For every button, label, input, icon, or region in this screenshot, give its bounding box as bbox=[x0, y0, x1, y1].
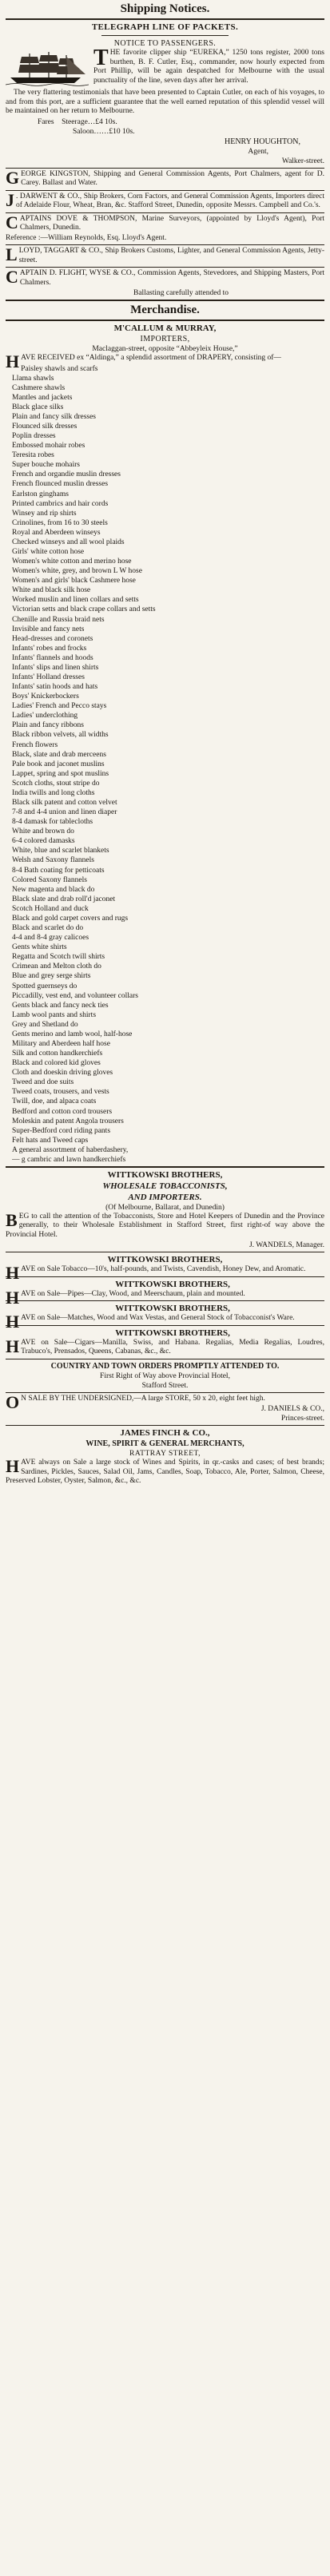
list-item: Infants' flannels and hoods bbox=[12, 653, 93, 662]
darwent-ad bbox=[6, 189, 324, 211]
list-item: Tweed and doe suits bbox=[12, 1078, 74, 1087]
list-item: Cloth and doeskin driving gloves bbox=[12, 1069, 113, 1078]
list-item: Ladies' French and Pecco stays bbox=[12, 702, 107, 711]
wittkowski-subtitle: WHOLESALE TOBACCONISTS, bbox=[102, 1181, 228, 1191]
list-item: Silk and cotton handkerchiefs bbox=[12, 1050, 103, 1058]
list-item: Tweed coats, trousers, and vests bbox=[12, 1088, 109, 1097]
wittkowski-cigars-ad bbox=[6, 1328, 324, 1357]
flight-ad bbox=[6, 269, 324, 298]
list-item: Mantles and jackets bbox=[12, 393, 73, 402]
list-item: Twill, doe, and alpaca coats bbox=[12, 1097, 97, 1106]
list-item: Black glace silks bbox=[12, 403, 64, 411]
list-item: Checked winseys and all wool plaids bbox=[12, 538, 125, 546]
wittkowski-pipes-ad bbox=[6, 1279, 324, 1308]
mccallum-item-list bbox=[6, 364, 324, 1165]
wittkowski-tobacco-title: WITTKOWSKI BROTHERS, bbox=[107, 1255, 223, 1265]
list-item: Welsh and Saxony flannels bbox=[12, 856, 94, 865]
list-item: Gents white shirts bbox=[12, 943, 67, 952]
divider bbox=[6, 1425, 324, 1426]
daniels-body: N SALE BY THE UNDERSIGNED,—A large STORE, 50 x 20, eight feet high. bbox=[21, 1394, 265, 1403]
list-item: Teresita robes bbox=[12, 451, 54, 460]
daniels-name: J. DANIELS & CO., bbox=[260, 1405, 324, 1414]
finch-ad bbox=[6, 1427, 324, 1486]
list-item: Poplin dresses bbox=[12, 432, 56, 441]
telegraph-body: HE favorite clipper ship “EUREKA,” 1250 tons register, 2000 tons burthen, B. F. Cutler, Esq., commander, now hourly expected from Port Phillip, will be again despatched for Melbourne with the usual punctuality of the line, seven days after her arrival. bbox=[93, 49, 324, 85]
list-item: Crimean and Melton cloth do bbox=[12, 963, 101, 971]
list-item: Super-Bedford cord riding pants bbox=[12, 1126, 111, 1135]
wittkowski-matches-title: WITTKOWSKI BROTHERS, bbox=[115, 1304, 230, 1314]
divider bbox=[101, 35, 229, 36]
divider bbox=[6, 300, 324, 301]
fare-steerage: Steerage…£4 10s. bbox=[62, 117, 117, 126]
drop-cap: O bbox=[6, 1391, 20, 1412]
list-item: Black and scarlet do do bbox=[12, 924, 84, 933]
list-item: Chenille and Russia braid nets bbox=[12, 615, 105, 624]
list-item: Black slate and drab roll'd jaconet bbox=[12, 895, 116, 903]
list-item: Winsey and rip shirts bbox=[12, 509, 77, 518]
list-item: Infants' slips and linen shirts bbox=[12, 663, 99, 672]
list-item: Lamb wool pants and shirts bbox=[12, 1010, 97, 1019]
wittkowski-tobacco-body: AVE on Sale Tobacco—10's, half-pounds, and Twists, Cavendish, Honey Dew, and Aromatic. bbox=[21, 1265, 306, 1274]
country-orders-title: COUNTRY AND TOWN ORDERS PROMPTLY ATTENDED TO. bbox=[50, 1361, 280, 1371]
list-item: Super bouche mohairs bbox=[12, 461, 80, 470]
dove-ad bbox=[6, 212, 324, 244]
list-item: White and black silk hose bbox=[12, 586, 91, 595]
wittkowski-matches-body: AVE on Sale—Matches, Wood and Wax Vestas, and General Stock of Tobacconist's Ware. bbox=[21, 1314, 295, 1323]
list-item: Pale book and jaconet muslins bbox=[12, 760, 105, 768]
list-item: 4-4 and 8-4 gray calicoes bbox=[12, 934, 89, 943]
mccallum-address: Maclaggan-street, opposite “Abbeyleix House,” bbox=[92, 345, 238, 353]
finch-body: AVE always on Sale a large stock of Wines and Spirits, in qr.-casks and cases; of best brands; Sardines, Pickles, Sauces, Salad Oil, Jams, Candles, Soap, Tobacco, Ale, Porter, Salmon, Cheese, Preserved Lobster, Oyster, Salmon, &c., &c. bbox=[6, 1459, 324, 1486]
divider bbox=[6, 267, 324, 268]
lloyd-ad bbox=[6, 244, 324, 265]
list-item: Head-dresses and coronets bbox=[12, 634, 93, 643]
list-item: Black and colored kid gloves bbox=[12, 1059, 101, 1068]
list-item: Felt hats and Tweed caps bbox=[12, 1136, 89, 1145]
flight-note: Ballasting carefully attended to bbox=[133, 289, 229, 297]
kingston-body: EORGE KINGSTON, Shipping and General Commission Agents, Port Chalmers, agent for D. Carey. Ballast and Water. bbox=[21, 169, 324, 187]
list-item: Gents black and fancy neck ties bbox=[12, 1001, 109, 1010]
list-item: New magenta and black do bbox=[12, 885, 95, 894]
list-item: Crinolines, from 16 to 30 steels bbox=[12, 518, 108, 527]
divider bbox=[6, 1300, 324, 1301]
divider bbox=[6, 244, 324, 245]
list-item: Earlston ginghams bbox=[12, 490, 69, 498]
list-item: Ladies' underclothing bbox=[12, 712, 78, 720]
list-item: Bedford and cotton cord trousers bbox=[12, 1107, 113, 1116]
list-item: Grey and Shetland do bbox=[12, 1020, 78, 1029]
list-item: 8-4 Bath coating for petticoats bbox=[12, 866, 105, 875]
list-item: White and brown do bbox=[12, 828, 74, 836]
dove-reference: Reference :—William Reynolds, Esq. Lloyd's Agent. bbox=[6, 233, 167, 242]
wittkowski-body: EG to call the attention of the Tobacconists, Store and Hotel Keepers of Dunedin and the Province generally, to their Wholesale Establishment in Stafford Street, first right-of way above the Provincial Hotel. bbox=[6, 1212, 324, 1239]
divider bbox=[6, 190, 324, 191]
country-orders-ad bbox=[6, 1361, 324, 1391]
list-item: French flounced muslin dresses bbox=[12, 480, 109, 489]
list-item: Black ribbon velvets, all widths bbox=[12, 731, 109, 740]
wittkowski-places: (Of Melbourne, Ballarat, and Dunedin) bbox=[105, 1203, 225, 1212]
list-item: Cashmere shawls bbox=[12, 383, 66, 392]
drop-cap: H bbox=[6, 1456, 20, 1477]
list-item: Plain and fancy silk dresses bbox=[12, 412, 97, 421]
wittkowski-cigars-title: WITTKOWSKI BROTHERS, bbox=[115, 1328, 230, 1338]
list-item: Scotch cloths, stout stripe do bbox=[12, 779, 100, 788]
divider bbox=[6, 1166, 324, 1168]
drop-cap: J bbox=[6, 189, 14, 210]
list-item: India twills and long cloths bbox=[12, 788, 95, 797]
country-orders-street: Stafford Street. bbox=[141, 1381, 189, 1390]
list-item: Royal and Aberdeen winseys bbox=[12, 528, 101, 537]
telegraph-title: TELEGRAPH LINE OF PACKETS. bbox=[91, 22, 239, 32]
list-item: Colored Saxony flannels bbox=[12, 875, 87, 884]
list-item: Scotch Holland and duck bbox=[12, 904, 89, 913]
mccallum-ad bbox=[6, 323, 324, 1165]
list-item: Lappet, spring and spot muslins bbox=[12, 769, 109, 778]
finch-street: RATTRAY STREET, bbox=[129, 1450, 201, 1459]
list-item: Women's white, grey, and brown L W hose bbox=[12, 567, 142, 576]
list-item: Blue and grey serge shirts bbox=[12, 972, 91, 981]
dove-body: APTAINS DOVE & THOMPSON, Marine Surveyors, (appointed by Lloyd's Agent), Port Chalmers, Dunedin. bbox=[19, 214, 324, 232]
merchandise-section-heading: Merchandise. bbox=[130, 304, 200, 316]
list-item: Black and gold carpet covers and rugs bbox=[12, 914, 129, 923]
divider bbox=[6, 320, 324, 321]
list-item: Llama shawls bbox=[12, 374, 54, 383]
drop-cap: H bbox=[6, 1263, 20, 1284]
divider bbox=[6, 1392, 324, 1393]
drop-cap: H bbox=[6, 1312, 20, 1332]
kingston-ad bbox=[6, 167, 324, 189]
drop-cap: G bbox=[6, 167, 20, 188]
list-item: Infants' Holland dresses bbox=[12, 673, 85, 681]
drop-cap: T bbox=[93, 49, 109, 70]
drop-cap: C bbox=[6, 267, 18, 287]
list-item: — g cambric and lawn handkerchiefs bbox=[12, 1155, 126, 1164]
darwent-body: . DARWENT & CO., Ship Brokers, Corn Factors, and General Commission Agents, Importers direct of Adelaide Flour, Wheat, Bran, &c. Stafford Street, Dunedin, opposite Messrs. Campbell and Co.'s. bbox=[16, 192, 324, 209]
finch-title: JAMES FINCH & CO., bbox=[120, 1428, 210, 1439]
agent-name: HENRY HOUGHTON, bbox=[225, 137, 300, 146]
list-item: French flowers bbox=[12, 740, 58, 749]
agent-role: Agent, bbox=[248, 147, 268, 156]
list-item: White, blue and scarlet blankets bbox=[12, 847, 109, 855]
list-item: Military and Aberdeen half hose bbox=[12, 1039, 110, 1048]
mccallum-subtitle: IMPORTERS, bbox=[140, 335, 190, 343]
divider bbox=[6, 18, 324, 20]
list-item: Infants' satin hoods and hats bbox=[12, 683, 98, 692]
daniels-street: Princes-street. bbox=[280, 1415, 324, 1423]
list-item: Girls' white cotton hose bbox=[12, 547, 85, 556]
list-item: Boys' Knickerbockers bbox=[12, 693, 79, 701]
daniels-ad bbox=[6, 1391, 324, 1424]
list-item: Victorian setts and black crape collars and setts bbox=[12, 605, 156, 614]
list-item: 6-4 colored damasks bbox=[12, 837, 75, 846]
wittkowski-pipes-title: WITTKOWSKI BROTHERS, bbox=[115, 1279, 230, 1289]
fares-label: Fares bbox=[38, 117, 54, 126]
list-item: Embossed mohair robes bbox=[12, 442, 85, 451]
wittkowski-pipes-body: AVE on Sale—Pipes—Clay, Wood, and Meerschaum, plain and mounted. bbox=[21, 1289, 245, 1298]
list-item: Flounced silk dresses bbox=[12, 422, 78, 431]
wittkowski-title: WITTKOWSKI BROTHERS, bbox=[107, 1169, 223, 1180]
shipping-section-heading: Shipping Notices. bbox=[120, 2, 210, 15]
list-item: Paisley shawls and scarfs bbox=[21, 364, 98, 373]
telegraph-body-2: The very flattering testimonials that have been presented to Captain Cutler, on each of his voyages, to and from this port, are a sufficient guarantee that the well earned reputation of this splendid vessel will be maintained on her return to Melbourne. bbox=[6, 89, 324, 115]
drop-cap: H bbox=[6, 351, 20, 371]
country-orders-line: First Right of Way above Provincial Hotel, bbox=[100, 1371, 230, 1380]
list-item: Black silk patent and cotton velvet bbox=[12, 799, 117, 808]
list-item: Regatta and Scotch twill shirts bbox=[12, 953, 105, 962]
telegraph-subtitle: NOTICE TO PASSENGERS. bbox=[113, 39, 217, 48]
wittkowski-tobacco-ad bbox=[6, 1254, 324, 1284]
drop-cap: L bbox=[6, 244, 18, 264]
divider bbox=[6, 212, 324, 213]
wittkowski-manager: J. WANDELS, Manager. bbox=[248, 1241, 324, 1250]
mccallum-lead: AVE RECEIVED ex “Aldinga,” a splendid assortment of DRAPERY, consisting of— bbox=[21, 354, 281, 362]
telegraph-ad bbox=[6, 22, 324, 166]
divider bbox=[6, 1276, 324, 1277]
wittkowski-cigars-body: AVE on Sale—Cigars—Manilla, Swiss, and Habana. Regalias, Media Regalias, Loudres, Trabuco's, Prensados, Queens, Cabanas, &c., &c. bbox=[21, 1338, 324, 1356]
drop-cap: H bbox=[6, 1287, 20, 1308]
list-item: Invisible and fancy nets bbox=[12, 625, 85, 633]
list-item: Spotted guernseys do bbox=[12, 982, 78, 990]
list-item: Plain and fancy ribbons bbox=[12, 721, 84, 730]
list-item: Infants' robes and frocks bbox=[12, 644, 87, 653]
wittkowski-subtitle-2: AND IMPORTERS. bbox=[128, 1192, 202, 1202]
drop-cap: H bbox=[6, 1336, 20, 1356]
list-item: Women's and girls' black Cashmere hose bbox=[12, 577, 136, 585]
list-item: French and organdie muslin dresses bbox=[12, 470, 121, 479]
list-item: Moleskin and patent Angola trousers bbox=[12, 1117, 124, 1125]
fare-saloon: Saloon……£10 10s. bbox=[73, 128, 135, 136]
list-item: A general assortment of haberdashery, bbox=[12, 1145, 129, 1154]
list-item: Gents merino and lamb wool, half-hose bbox=[12, 1030, 133, 1038]
list-item: Printed cambrics and hair cords bbox=[12, 499, 109, 508]
wittkowski-matches-ad bbox=[6, 1303, 324, 1332]
lloyd-body: LOYD, TAGGART & CO., Ship Brokers Customs, Lighter, and General Commission Agents, Jetty-street. bbox=[18, 247, 324, 264]
sailing-ship-icon bbox=[6, 50, 89, 87]
divider bbox=[6, 168, 324, 169]
drop-cap: B bbox=[6, 1209, 18, 1230]
agent-street: Walker-street. bbox=[281, 157, 324, 165]
list-item: Piccadilly, vest end, and volunteer collars bbox=[12, 991, 138, 1000]
list-item: 8-4 damask for tablecloths bbox=[12, 818, 93, 827]
divider bbox=[6, 1325, 324, 1326]
list-item: Worked muslin and linen collars and setts bbox=[12, 596, 139, 605]
finch-subtitle: WINE, SPIRIT & GENERAL MERCHANTS, bbox=[85, 1439, 245, 1449]
drop-cap: C bbox=[6, 212, 18, 232]
list-item: Women's white cotton and merino hose bbox=[12, 558, 132, 566]
list-item: Black, slate and drab merceens bbox=[12, 750, 106, 759]
flight-body: APTAIN D. FLIGHT, WYSE & CO., Commission Agents, Stevedores, and Shipping Masters, Port Chalmers. bbox=[19, 269, 324, 287]
list-item: 7-8 and 4-4 union and linen diaper bbox=[12, 808, 117, 817]
wittkowski-main-ad bbox=[6, 1169, 324, 1251]
mccallum-title: M'CALLUM & MURRAY, bbox=[113, 323, 217, 333]
